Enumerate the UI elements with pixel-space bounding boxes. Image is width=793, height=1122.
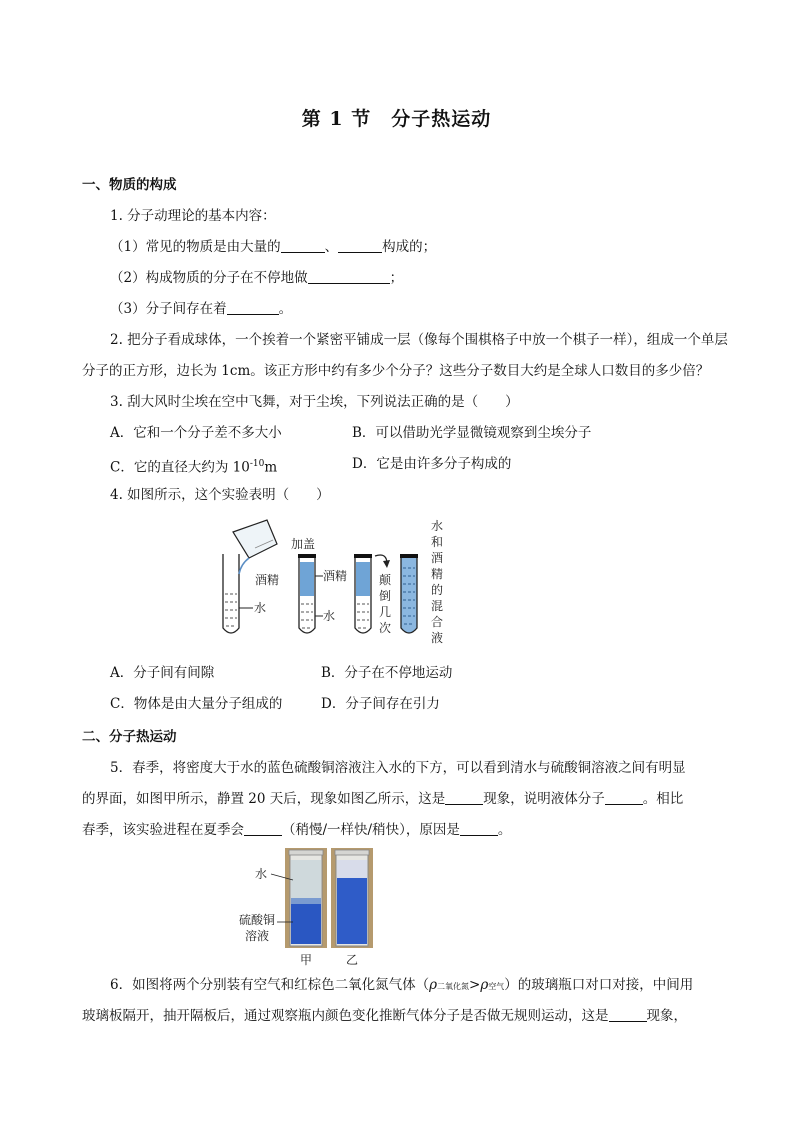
rho-sub-air: 空气 bbox=[488, 982, 505, 991]
svg-text:合: 合 bbox=[431, 615, 444, 629]
section-heading-2: 二、分子热运动 bbox=[82, 729, 177, 745]
svg-text:精: 精 bbox=[431, 567, 444, 581]
label-cuso4-1: 硫酸铜 bbox=[239, 913, 276, 927]
q4-option-d[interactable]: D．分子间存在引力 bbox=[321, 696, 440, 712]
q6-line1 bbox=[110, 976, 693, 996]
q5-line1: 5．春季，将密度大于水的蓝色硫酸铜溶液注入水的下方，可以看到清水与硫酸铜溶液之间有明显 bbox=[110, 760, 686, 776]
q3-option-c-text: C．它的直径大约为 10 bbox=[110, 459, 250, 476]
answer-blank[interactable] bbox=[609, 1007, 647, 1022]
label-cuso4-2: 溶液 bbox=[245, 929, 270, 943]
tube-mixed bbox=[400, 554, 418, 633]
svg-text:几: 几 bbox=[379, 605, 392, 619]
q1-part2 bbox=[110, 269, 403, 287]
q1-part1 bbox=[110, 238, 436, 256]
answer-blank[interactable] bbox=[244, 821, 282, 836]
label-water-1: 水 bbox=[254, 601, 267, 615]
answer-blank[interactable] bbox=[281, 238, 325, 253]
q3-stem: 3. 刮大风时尘埃在空中飞舞，对于尘埃，下列说法正确的是（ ） bbox=[110, 394, 519, 410]
label-mixture bbox=[431, 518, 443, 645]
label-water-2: 水 bbox=[323, 609, 336, 623]
svg-text:颠: 颠 bbox=[379, 573, 392, 587]
q5-line2-text-c: 。相比 bbox=[642, 791, 684, 807]
tube-layered-capped bbox=[354, 554, 372, 633]
answer-blank[interactable] bbox=[338, 238, 382, 253]
q6-line2-text-a: 玻璃板隔开，抽开隔板后，通过观察瓶内颜色变化推断气体分子是否做无规则运动，这是 bbox=[82, 1008, 609, 1024]
q5-line3-text-a: 春季，该实验进程在夏季会 bbox=[82, 822, 244, 838]
q5-line2-text-b: 现象，说明液体分子 bbox=[483, 791, 605, 807]
answer-blank[interactable] bbox=[460, 821, 498, 836]
svg-text:和: 和 bbox=[431, 535, 444, 549]
q1-part1-text-a: （1）常见的物质是由大量的 bbox=[110, 239, 281, 255]
q4-stem: 4. 如图所示，这个实验表明（ ） bbox=[110, 487, 330, 503]
rho-symbol: ρ bbox=[480, 977, 489, 993]
label-water-q5: 水 bbox=[255, 867, 268, 881]
answer-blank[interactable] bbox=[605, 790, 643, 805]
label-yi: 乙 bbox=[346, 953, 359, 967]
photo-jia bbox=[285, 848, 327, 948]
label-flip bbox=[379, 572, 392, 635]
svg-text:液: 液 bbox=[431, 631, 444, 645]
answer-blank[interactable] bbox=[445, 790, 483, 805]
q5-line2 bbox=[82, 790, 683, 808]
rho-symbol: ρ bbox=[429, 977, 438, 993]
q6-line1-text-b: ）的玻璃瓶口对口对接，中间用 bbox=[504, 977, 694, 993]
q3-option-a[interactable]: A．它和一个分子差不多大小 bbox=[110, 425, 282, 441]
q3-option-c-exponent: -10 bbox=[249, 459, 265, 469]
q4-figure bbox=[215, 518, 465, 658]
svg-text:混: 混 bbox=[431, 599, 444, 613]
q1-part3 bbox=[110, 300, 292, 318]
q1-part1-text-c: 构成的； bbox=[382, 239, 437, 255]
label-cap: 加盖 bbox=[291, 537, 316, 551]
label-alcohol-2: 酒精 bbox=[323, 569, 348, 583]
answer-blank[interactable] bbox=[227, 300, 279, 315]
q3-option-c[interactable] bbox=[110, 455, 277, 477]
page-title: 第 1 节 分子热运动 bbox=[301, 108, 492, 130]
q1-part1-text-b: 、 bbox=[324, 239, 339, 255]
svg-text:酒: 酒 bbox=[431, 551, 444, 565]
q1-part2-text-b: ； bbox=[389, 270, 404, 286]
q1-stem: 1. 分子动理论的基本内容： bbox=[110, 208, 276, 224]
label-jia: 甲 bbox=[300, 953, 313, 967]
q5-line3-text-b: （稍慢/一样快/稍快），原因是 bbox=[282, 822, 460, 838]
q2-line2: 分子的正方形，边长为 1cm。该正方形中约有多少个分子？这些分子数目大约是全球人口数目的多少倍？ bbox=[82, 363, 710, 379]
greater-than: > bbox=[469, 977, 481, 993]
tube-water bbox=[223, 554, 253, 633]
q1-part3-text-a: （3）分子间存在着 bbox=[110, 301, 227, 317]
q5-line3 bbox=[82, 821, 511, 839]
q1-part2-text-a: （2）构成物质的分子在不停地做 bbox=[110, 270, 308, 286]
q5-line2-text-a: 的界面，如图甲所示，静置 20 天后，现象如图乙所示，这是 bbox=[82, 791, 446, 807]
q4-option-a[interactable]: A．分子间有间隙 bbox=[110, 665, 215, 681]
q6-line1-text-a: 6．如图将两个分别装有空气和红棕色二氧化氮气体（ bbox=[110, 977, 430, 993]
rho-sub-no2: 二氧化氮 bbox=[437, 982, 470, 991]
answer-blank[interactable] bbox=[308, 269, 390, 284]
svg-text:的: 的 bbox=[431, 583, 444, 597]
q2-line1: 2. 把分子看成球体，一个挨着一个紧密平铺成一层（像每个围棋格子中放一个棋子一样），组成一个单层 bbox=[110, 332, 728, 348]
q4-option-c[interactable]: C．物体是由大量分子组成的 bbox=[110, 696, 283, 712]
label-alcohol-1: 酒精 bbox=[255, 573, 280, 587]
q1-part3-text-b: 。 bbox=[278, 301, 293, 317]
q6-line2 bbox=[82, 1007, 687, 1025]
section-heading-1: 一、物质的构成 bbox=[82, 177, 177, 193]
svg-text:水: 水 bbox=[431, 519, 444, 533]
q3-option-b[interactable]: B．可以借助光学显微镜观察到尘埃分子 bbox=[352, 425, 592, 441]
q6-line2-text-b: 现象， bbox=[646, 1008, 687, 1024]
svg-text:次: 次 bbox=[379, 621, 392, 635]
q3-option-d[interactable]: D．它是由许多分子构成的 bbox=[352, 456, 512, 472]
photo-yi bbox=[331, 848, 373, 948]
q5-figure bbox=[235, 846, 385, 968]
q5-line3-text-c: 。 bbox=[497, 822, 512, 838]
q3-option-c-unit: m bbox=[264, 459, 278, 476]
svg-text:倒: 倒 bbox=[379, 589, 392, 603]
tube-layered bbox=[298, 554, 323, 633]
q4-option-b[interactable]: B．分子在不停地运动 bbox=[321, 665, 453, 681]
